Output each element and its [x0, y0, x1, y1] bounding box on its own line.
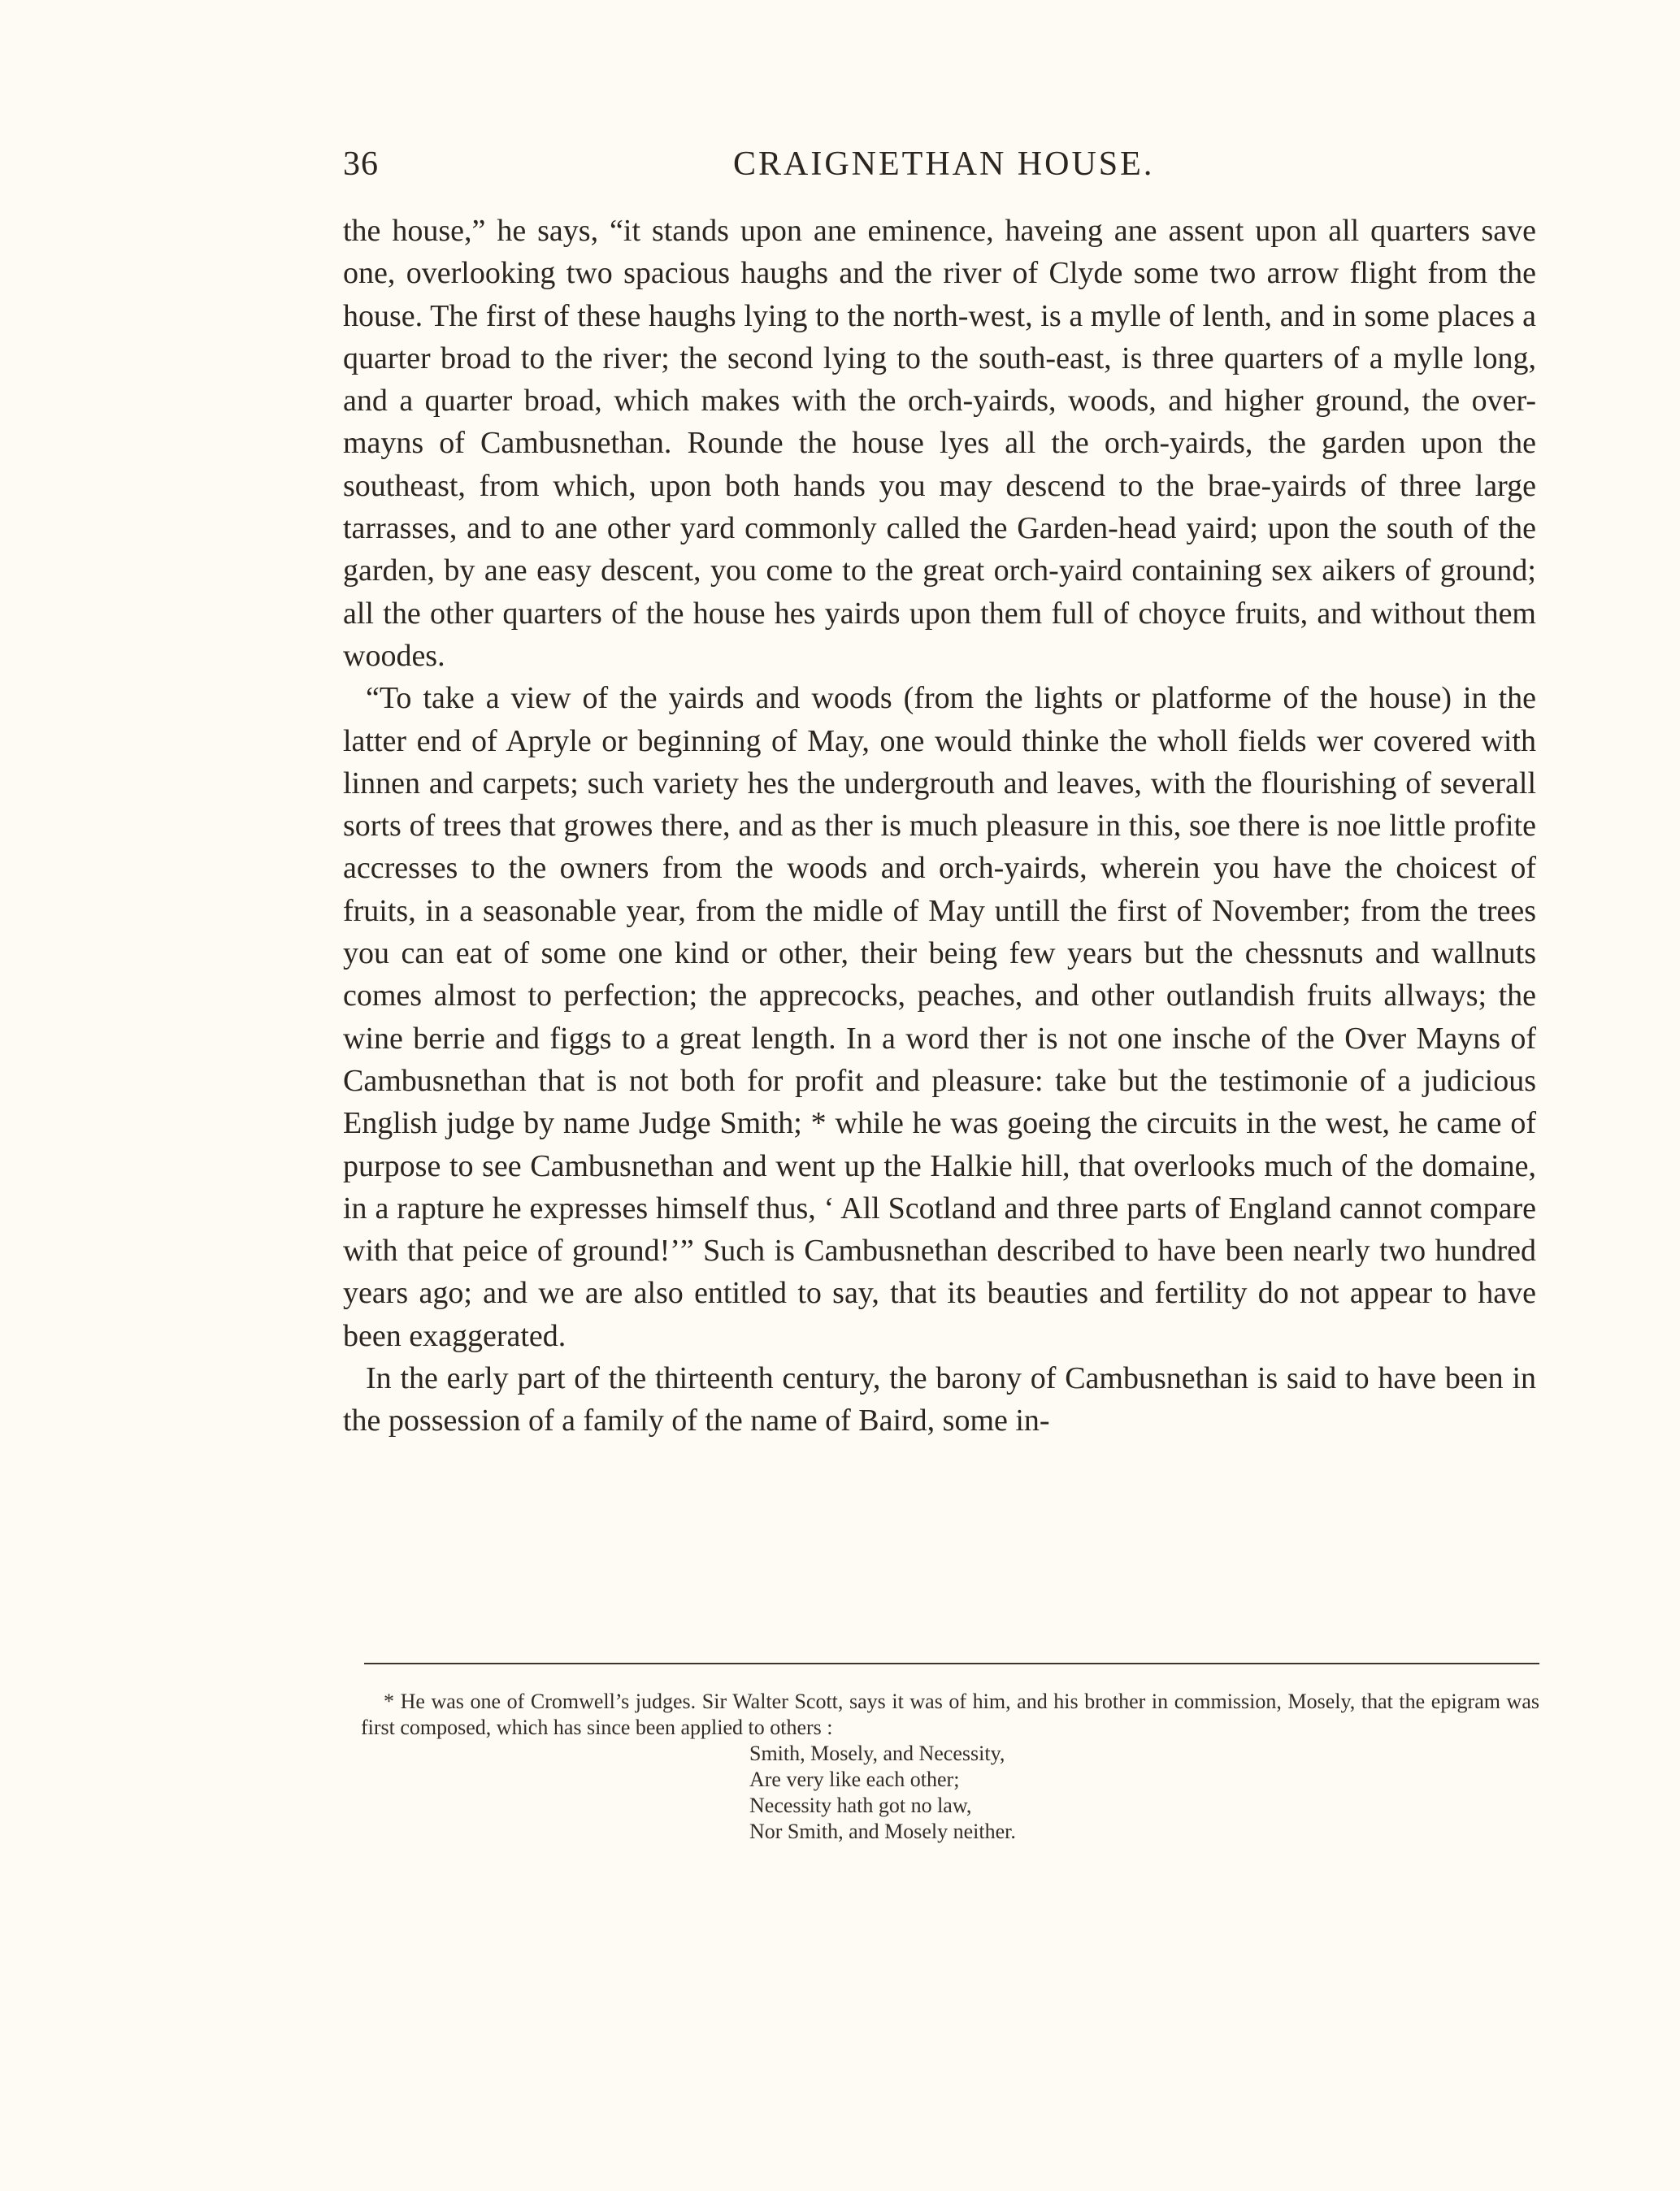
body-text [343, 210, 1536, 1443]
verse-line-4: Nor Smith, and Mosely neither. [749, 1820, 1016, 1843]
running-head [343, 140, 1534, 189]
footnote-rule [364, 1663, 1539, 1664]
footnote-verse [749, 1741, 1539, 1845]
page-number: 36 [343, 145, 379, 183]
verse-line-3: Necessity hath got no law, [749, 1794, 972, 1817]
paragraph-1: the house,” he says, “it stands upon ane eminence, haveing ane assent upon all quarters save one, overlooking two spacious haughs and the river of Clyde some two arrow flight from the house. The first of these haughs lying to the north-west, is a mylle of lenth, and in some places a quarter broad to the river; the second lying to the south-east, is three quarters of a mylle long, and a quarter broad, which makes with the orch-yairds, woods, and higher ground, the over-mayns of Cambusnethan. Rounde the house lyes all the orch-yairds, the garden upon the southeast, from which, upon both hands you may descend to the brae-yairds of three large tarrasses, and to ane other yard commonly called the Garden-head yaird; upon the south of the garden, by ane easy descent, you come to the great orch-yaird containing sex aikers of ground; all the other quarters of the house hes yairds upon them full of choyce fruits, and without them woodes. [343, 214, 1536, 673]
verse-line-2: Are very like each other; [749, 1768, 960, 1791]
paragraph-3: In the early part of the thirteenth century, the barony of Cambusnethan is said to have been in the possession of a family of the name of Baird, some in- [343, 1361, 1536, 1438]
footnote [361, 1689, 1539, 1845]
running-title: CRAIGNETHAN HOUSE. [733, 145, 1155, 183]
verse-line-1: Smith, Mosely, and Necessity, [749, 1742, 1005, 1765]
footnote-text: * He was one of Cromwell’s judges. Sir Walter Scott, says it was of him, and his brother in commission, Mosely, that the epigram was first composed, which has since been applied to others : [361, 1690, 1539, 1739]
paragraph-2: “To take a view of the yairds and woods (from the lights or platforme of the house) in the latter end of Apryle or beginning of May, one would thinke the wholl fields wer covered with linnen and carpets; such variety hes the undergrouth and leaves, with the flourishing of severall sorts of trees that growes there, and as ther is much pleasure in this, soe there is noe little profite accresses to the owners from the woods and orch-yairds, wherein you have the choicest of fruits, in a seasonable year, from the midle of May untill the first of November; from the trees you can eat of some one kind or other, their being few years but the chessnuts and wallnuts comes almost to perfection; the apprecocks, peaches, and other outlandish fruits allways; the wine berrie and figgs to a great length. In a word ther is not one insche of the Over Mayns of Cambusnethan that is not both for profit and pleasure: take but the testimonie of a judicious English judge by name Judge Smith; * while he was goeing the circuits in the west, he came of purpose to see Cambusnethan and went up the Halkie hill, that overlooks much of the domaine, in a rapture he expresses himself thus, ‘ All Scotland and three parts of England cannot compare with that peice of ground!’” Such is Cambusnethan described to have been nearly two hundred years ago; and we are also entitled to say, that its beauties and fertility do not appear to have been exaggerated. [343, 681, 1536, 1353]
